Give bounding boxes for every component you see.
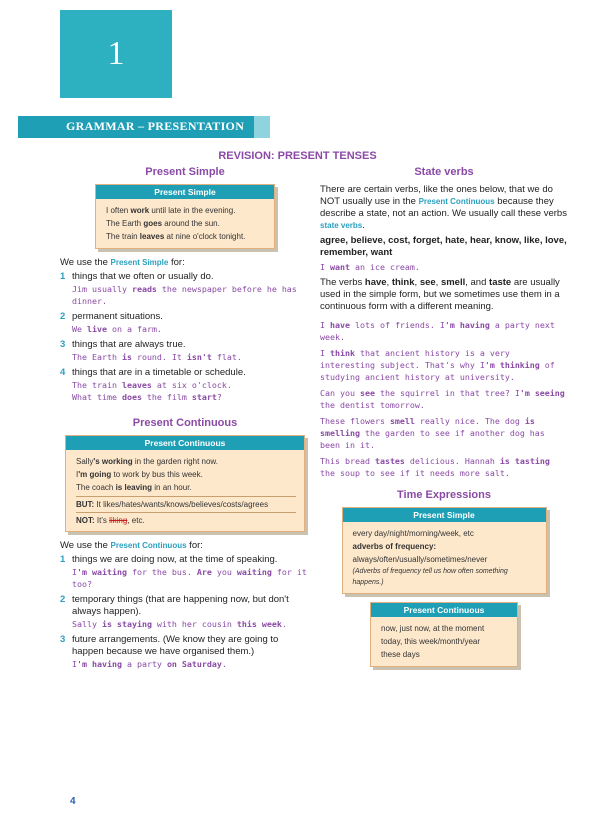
- time-expression: today, this week/month/year: [381, 637, 481, 646]
- adverbs-note: (Adverbs of frequency tell us how often something happens.): [352, 568, 508, 586]
- example-sentence: I have lots of friends. I'm having a party next week.: [320, 320, 555, 342]
- present-continuous-box-title: Present Continuous: [66, 436, 304, 450]
- not-note: NOT: It's liking, etc.: [76, 512, 296, 526]
- page-number: 4: [70, 796, 76, 807]
- example-sentence: The Earth is round. It isn't flat.: [72, 352, 242, 362]
- example-sentence: We live on a farm.: [72, 324, 162, 334]
- time-present-continuous-box: [370, 602, 518, 667]
- example-sentence: I'm going to work by bus this week.: [76, 470, 203, 479]
- present-simple-heading: Present Simple: [145, 166, 225, 178]
- example-sentence: Sally is staying with her cousin this week.: [72, 619, 287, 629]
- present-continuous-intro: We use the Present Continuous for:: [60, 540, 203, 551]
- time-expression: these days: [381, 650, 420, 659]
- state-verbs-heading: State verbs: [414, 166, 474, 178]
- time-expressions-heading: Time Expressions: [397, 489, 491, 501]
- state-verb-list: agree, believe, cost, forget, hate, hear, know, like, love, remember, want: [320, 235, 567, 258]
- usage-item: 3 future arrangements. (We know they are going to happen because we have organised them.): [60, 634, 279, 657]
- example-sentence: I'm having a party on Saturday.: [72, 659, 227, 669]
- time-expression: always/often/usually/sometimes/never: [352, 555, 488, 564]
- example-sentence: What time does the film start?: [72, 392, 222, 402]
- time-present-simple-title: Present Simple: [343, 508, 546, 522]
- example-sentence: These flowers smell really nice. The dog is smelling the garden to see if another dog has been in it.: [320, 416, 545, 450]
- state-verbs-explanation: The verbs have, think, see, smell, and taste are usually used in the simple form, but we sometimes use them in a continuous form with a different meaning.: [320, 277, 560, 312]
- but-note: BUT: It likes/hates/wants/knows/believes/costs/agrees: [76, 496, 296, 510]
- example-sentence: I'm waiting for the bus. Are you waiting for it too?: [72, 567, 307, 589]
- state-verbs-intro: There are certain verbs, like the ones below, that we do NOT usually use in the Present Continuous because they describe a state, not an action. We usually call these verbs state verbs.: [320, 184, 567, 231]
- example-sentence: I think that ancient history is a very interesting subject. That's why I'm thinking of studying ancient history at university.: [320, 348, 555, 382]
- time-present-continuous-title: Present Continuous: [371, 603, 517, 617]
- usage-item: 4 things that are in a timetable or schedule.: [60, 367, 246, 378]
- right-column: [320, 166, 568, 675]
- present-continuous-box: [65, 435, 305, 532]
- left-column: [60, 166, 310, 670]
- section-banner: GRAMMAR – PRESENTATION: [18, 116, 268, 138]
- example-sentence: Jim usually reads the newspaper before he has dinner.: [72, 284, 297, 306]
- example-sentence: I often work until late in the evening.: [106, 206, 236, 215]
- usage-item: 2 permanent situations.: [60, 311, 163, 322]
- example-sentence: This bread tastes delicious. Hannah is tasting the soup to see if it needs more salt.: [320, 456, 550, 478]
- example-sentence: The train leaves at six o'clock.: [72, 380, 232, 390]
- time-expression: now, just now, at the moment: [381, 624, 485, 633]
- example-sentence: Can you see the squirrel in that tree? I'm seeing the dentist tomorrow.: [320, 388, 565, 410]
- example-sentence: The train leaves at nine o'clock tonight.: [106, 232, 246, 241]
- main-heading: REVISION: PRESENT TENSES: [218, 150, 377, 162]
- present-simple-intro: We use the Present Simple for:: [60, 257, 185, 268]
- example-sentence: The Earth goes around the sun.: [106, 219, 220, 228]
- banner-accent: [254, 116, 270, 138]
- usage-item: 1 things we are doing now, at the time of speaking.: [60, 554, 278, 565]
- example-sentence: I want an ice cream.: [320, 262, 420, 272]
- unit-number-box: [60, 10, 172, 98]
- time-present-simple-box: [342, 507, 547, 594]
- usage-item: 3 things that are always true.: [60, 339, 186, 350]
- time-expression: every day/night/morning/week, etc: [352, 529, 474, 538]
- usage-item: 2 temporary things (that are happening now, but don't always happen).: [60, 594, 289, 617]
- present-simple-box: [95, 184, 275, 249]
- example-sentence: The coach is leaving in an hour.: [76, 483, 192, 492]
- usage-item: 1 things that we often or usually do.: [60, 271, 214, 282]
- present-simple-box-title: Present Simple: [96, 185, 274, 199]
- example-sentence: Sally's working in the garden right now.: [76, 457, 218, 466]
- unit-number: 1: [107, 35, 125, 72]
- present-continuous-heading: Present Continuous: [132, 417, 238, 429]
- adverbs-label: adverbs of frequency:: [352, 542, 437, 551]
